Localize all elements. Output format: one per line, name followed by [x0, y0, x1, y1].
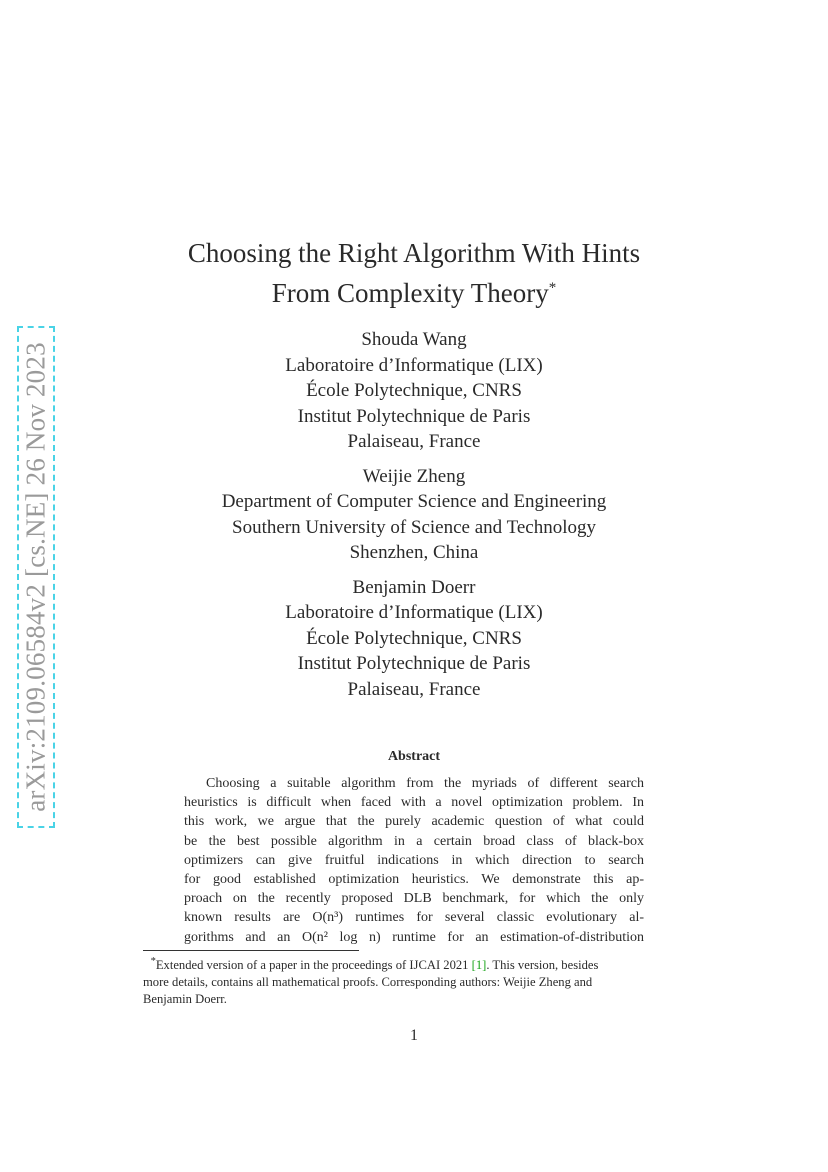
title-line-1: Choosing the Right Algorithm With Hints — [187, 238, 641, 268]
author-block — [0, 464, 828, 566]
author-affiliation: Laboratoire d’Informatique (LIX) — [285, 602, 543, 623]
footnote-mark: * — [150, 956, 156, 967]
abstract-line: this work, we argue that the purely academic question of what could — [184, 814, 644, 830]
author-affiliation: Laboratoire d’Informatique (LIX) — [285, 354, 543, 376]
footnote-line-1 — [143, 953, 685, 974]
author-name: Benjamin Doerr — [352, 576, 476, 598]
abstract-line: heuristics is difficult when faced with a novel optimization problem. In — [184, 795, 644, 811]
abstract-line: gorithms and an O(n² log n) runtime for an estimation-of-distribution — [184, 929, 644, 945]
arxiv-identifier: arXiv:2109.06584v2 [cs.NE] 26 Nov 2023 — [20, 342, 51, 812]
author-affiliation: Institut Polytechnique de Paris — [297, 405, 531, 427]
author-affiliation: Department of Computer Science and Engineering — [221, 491, 607, 512]
abstract-line: Choosing a suitable algorithm from the myriads of different search — [206, 776, 644, 791]
footnote-text: Extended version of a paper in the proceedings of IJCAI 2021 — [155, 958, 472, 973]
abstract-line: proach on the recently proposed DLB benchmark, for which the only — [184, 891, 644, 907]
footnote — [143, 953, 685, 1008]
author-list — [0, 327, 828, 711]
abstract-line: be the best possible algorithm in a certain broad class of black-box — [184, 833, 644, 849]
footnote-line-3: Benjamin Doerr. — [143, 992, 227, 1007]
abstract-line: optimizers can give fruitful indications in which direction to search — [184, 852, 644, 868]
author-affiliation: Institut Polytechnique de Paris — [297, 653, 531, 674]
abstract-body — [184, 774, 644, 947]
author-block — [0, 327, 828, 455]
citation-link[interactable]: [1] — [471, 958, 487, 973]
author-affiliation: Palaiseau, France — [347, 431, 481, 452]
footnote-rule — [143, 950, 359, 951]
footnote-line-2: more details, contains all mathematical proofs. Corresponding authors: Weijie Zheng and — [143, 975, 593, 990]
page-number: 1 — [410, 1027, 418, 1044]
paper-title — [0, 236, 828, 311]
author-affiliation: Southern University of Science and Technology — [232, 516, 596, 538]
title-footnote-mark: * — [548, 280, 557, 296]
author-name: Shouda Wang — [361, 329, 467, 350]
title-line-2-text: From Complexity Theory — [271, 278, 549, 308]
footnote-text: . This version, besides — [486, 958, 599, 973]
abstract-heading: Abstract — [387, 749, 441, 764]
author-block — [0, 575, 828, 703]
author-affiliation: Shenzhen, China — [349, 542, 479, 563]
abstract-line: known results are O(n³) runtimes for several classic evolutionary al- — [184, 910, 644, 926]
title-line-2 — [0, 271, 828, 311]
author-affiliation: École Polytechnique, CNRS — [306, 380, 522, 401]
abstract-line: for good established optimization heuristics. We demonstrate this ap- — [184, 872, 644, 888]
author-affiliation: École Polytechnique, CNRS — [306, 627, 522, 649]
author-name: Weijie Zheng — [362, 465, 466, 487]
author-affiliation: Palaiseau, France — [347, 678, 481, 700]
